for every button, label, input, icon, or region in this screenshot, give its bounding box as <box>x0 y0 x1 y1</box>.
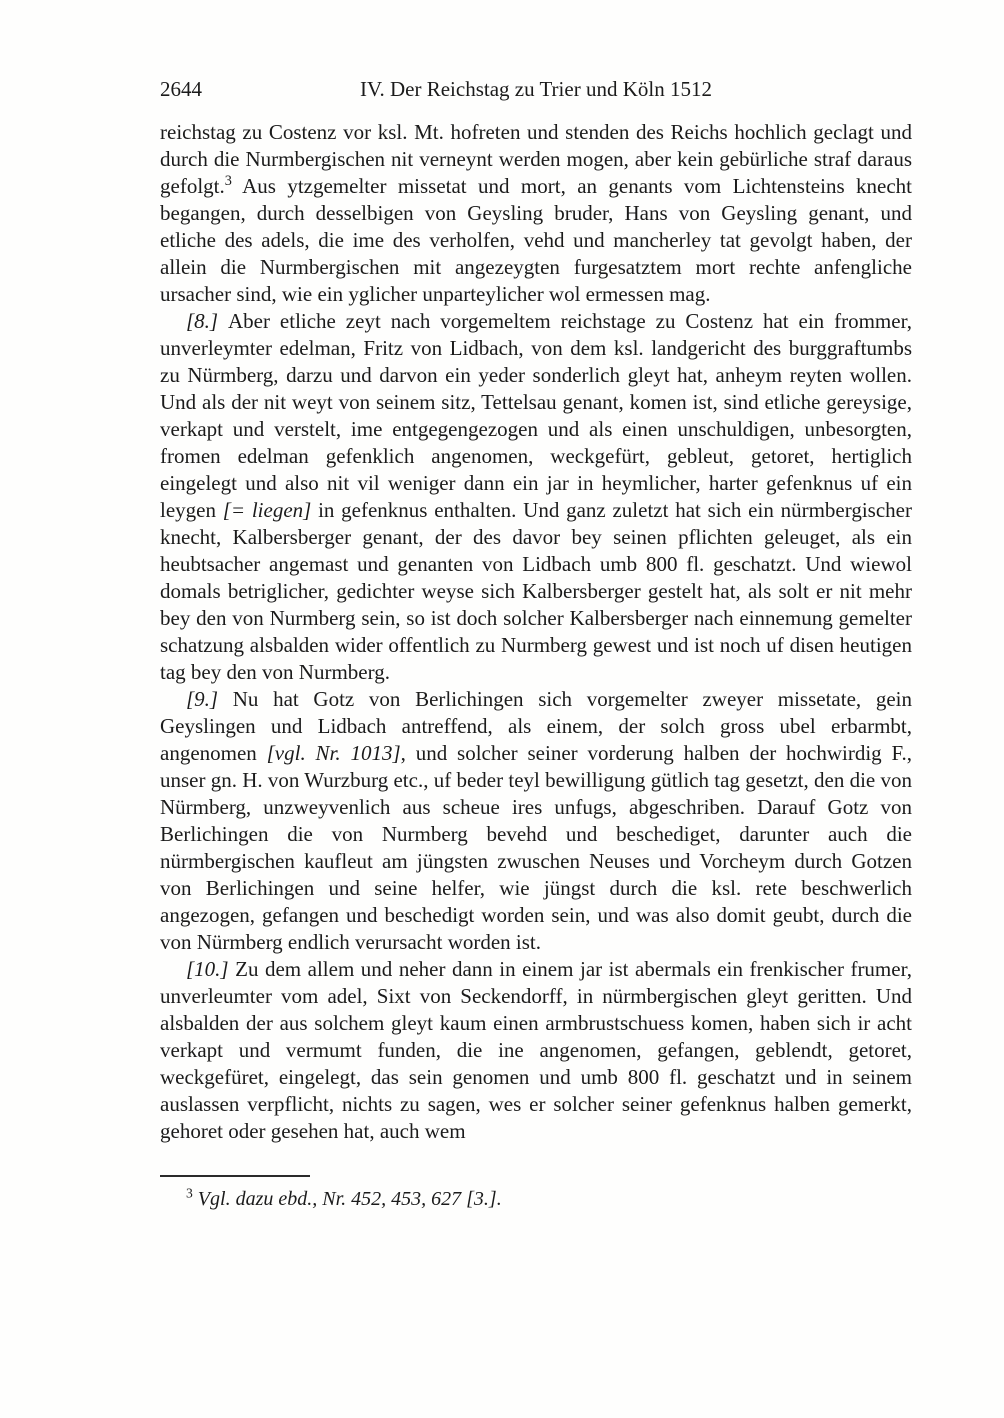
footnote-reference: 3 <box>224 173 232 189</box>
text-run: Aus ytzgemelter missetat und mort, an genants vom Lichtensteins knecht begangen, durch desselbigen von Geysling bruder, Hans von Geysling genant, und etliche des adels, die ime des verholfen, vehd und mancherley tat gevolgt haben, der allein die Nurmbergischen mit angezeygten furgesatztem mort rechte anfengliche ursacher sind, wie ein yglicher unparteylicher wol ermessen mag. <box>160 174 912 306</box>
text-run: reichstag zu Costenz vor ksl. Mt. hofreten und stenden des Reichs hochlich geclagt und durch die Nurmbergischen nit verneynt werden mogen, aber kein gebürliche straf daraus gefolgt. <box>160 120 912 198</box>
text-run: Nu hat Gotz von Berlichingen sich vorgemelter zweyer missetate, gein Geyslingen und Lidbach antreffend, als einem, der solch gross ubel erbarmbt, angenomen <box>160 687 912 765</box>
footnote-area <box>160 1175 912 1212</box>
text-run: [vgl. Nr. 1013] <box>266 741 401 765</box>
paragraph <box>160 686 912 956</box>
text-run: in gefenknus enthalten. Und ganz zuletzt hat sich ein nürmbergischer knecht, Kalbersberger genant, der des davor bey seinen pflichten geleuget, als ein heubtsacher angemast und genanten von Lidbach umb 800 fl. geschatzt. Und wiewol domals betriglicher, gedichter weyse sich Kalbersberger gestelt hat, als solt er nit mehr bey den von Nurmberg sein, so ist doch solcher Kalbersberger nach einnemung gemelter schatzung alsbalden wider offentlich zu Nurmberg gewest und ist noch uf disen heutigen tag bey den von Nurmberg. <box>160 498 912 684</box>
footnote-text: Vgl. dazu ebd., Nr. 452, 453, 627 [3.]. <box>197 1188 502 1210</box>
text-run: Aber etliche zeyt nach vorgemeltem reichstage zu Costenz hat ein frommer, unverleymter edelman, Fritz von Lidbach, von dem ksl. landgericht des burggraftumbs zu Nürmberg, darzu und darvon ein yeder sonderlich gleyt hat, anheym reyten wollen. Und als der nit weyt von seinem sitz, Tettelsau genant, komen ist, sind etliche gereysige, verkapt und verstelt, ime entgegengezogen und als einen unschuldigen, unbesorgten, fromen edelman gefenklich angenomen, weckgefürt, gebleut, getoret, hertiglich eingelegt und also nit vil weniger dann ein jar in heymlicher, harter gefenknus uf ein leygen <box>160 309 912 522</box>
text-run: , und solcher seiner vorderung halben der hochwirdig F., unser gn. H. von Wurzburg etc., uf beder teyl bewilligung gütlich tag gesetzt, den die von Nürmberg, unzweyvenlich aus scheue ires unfugs, abgeschriben. Darauf Gotz von Berlichingen die von Nurmberg bevehd und beschediget, darunter auch die nürmbergischen kaufleut am jüngsten zwuschen Neuses und Vorcheym durch Gotzen von Berlichingen und seine helfer, wie jüngst durch die ksl. rete beschwerlich angezogen, gefangen und beschedigt worden sein, und was also domit geubt, durch die von Nürmberg endlich verursacht worden ist. <box>160 741 912 954</box>
running-title: IV. Der Reichstag zu Trier und Köln 1512 <box>360 77 712 101</box>
footnote-marker: 3 <box>186 1185 193 1201</box>
text-run: [8.] <box>186 309 229 333</box>
page-header <box>160 76 912 103</box>
footnote-separator <box>160 1175 310 1177</box>
text-run: [= liegen] <box>222 498 312 522</box>
text-run: [10.] <box>186 957 236 981</box>
paragraph <box>160 956 912 1145</box>
text-run: [9.] <box>186 687 233 711</box>
footnote <box>160 1186 912 1212</box>
text-run: Zu dem allem und neher dann in einem jar ist abermals ein frenkischer frumer, unverleumter vom adel, Sixt von Seckendorff, in nürmbergischen gleyt geritten. Und alsbalden der aus solchem gleyt kaum einen armbrustschuess komen, haben sich ir acht verkapt und vermumt funden, die ine angenomen, gefangen, geblendt, getoret, weckgefüret, eingelegt, das sein genomen und umb 800 fl. geschatzt und in seinem auslassen verpflicht, nichts zu sagen, wes er solcher seiner gefenknus halben gemerkt, gehoret oder gesehen hat, auch wem <box>160 957 912 1143</box>
paragraph <box>160 308 912 686</box>
page-number: 2644 <box>160 77 202 101</box>
body-text <box>160 119 912 1145</box>
paragraph <box>160 119 912 308</box>
